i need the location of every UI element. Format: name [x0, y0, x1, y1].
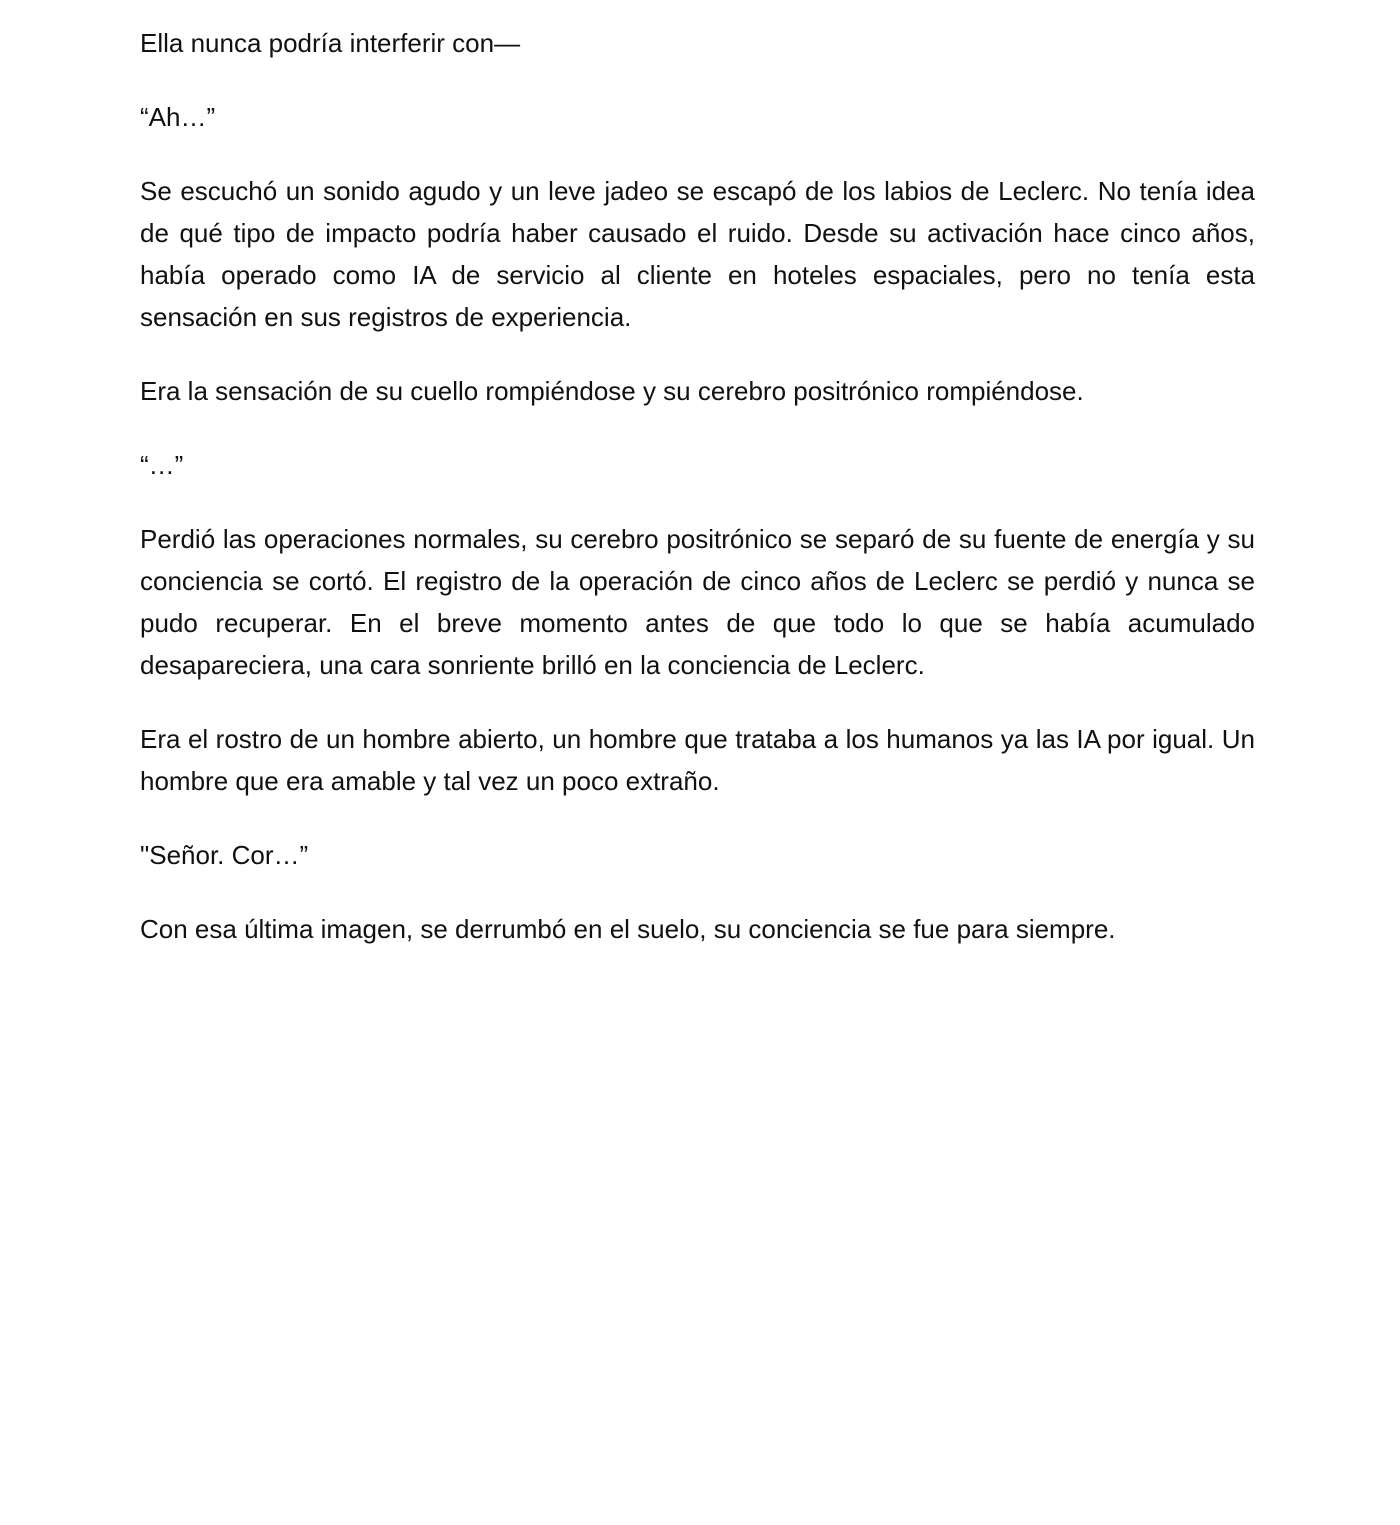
paragraph: Ella nunca podría interferir con— — [140, 28, 521, 58]
paragraph: “Ah…” — [140, 102, 216, 132]
paragraph: Era el rostro de un hombre abierto, un hombre que trataba a los humanos ya las IA por igual. Un hombre que era amable y tal vez un poco extraño. — [140, 724, 1255, 796]
paragraph: Con esa última imagen, se derrumbó en el suelo, su conciencia se fue para siempre. — [140, 914, 1116, 944]
paragraph: “…” — [140, 450, 184, 480]
paragraph: "Señor. Cor…” — [140, 840, 309, 870]
document-body — [140, 22, 1255, 950]
paragraph: Se escuchó un sonido agudo y un leve jadeo se escapó de los labios de Leclerc. No tenía idea de qué tipo de impacto podría haber causado el ruido. Desde su activación hace cinco años, había operado como IA de servicio al cliente en hoteles espaciales, pero no tenía esta sensación en sus registros de experiencia. — [140, 176, 1255, 332]
paragraph: Perdió las operaciones normales, su cerebro positrónico se separó de su fuente de energía y su conciencia se cortó. El registro de la operación de cinco años de Leclerc se perdió y nunca se pudo recuperar. En el breve momento antes de que todo lo que se había acumulado desapareciera, una cara sonriente brilló en la conciencia de Leclerc. — [140, 524, 1255, 680]
paragraph: Era la sensación de su cuello rompiéndose y su cerebro positrónico rompiéndose. — [140, 376, 1084, 406]
